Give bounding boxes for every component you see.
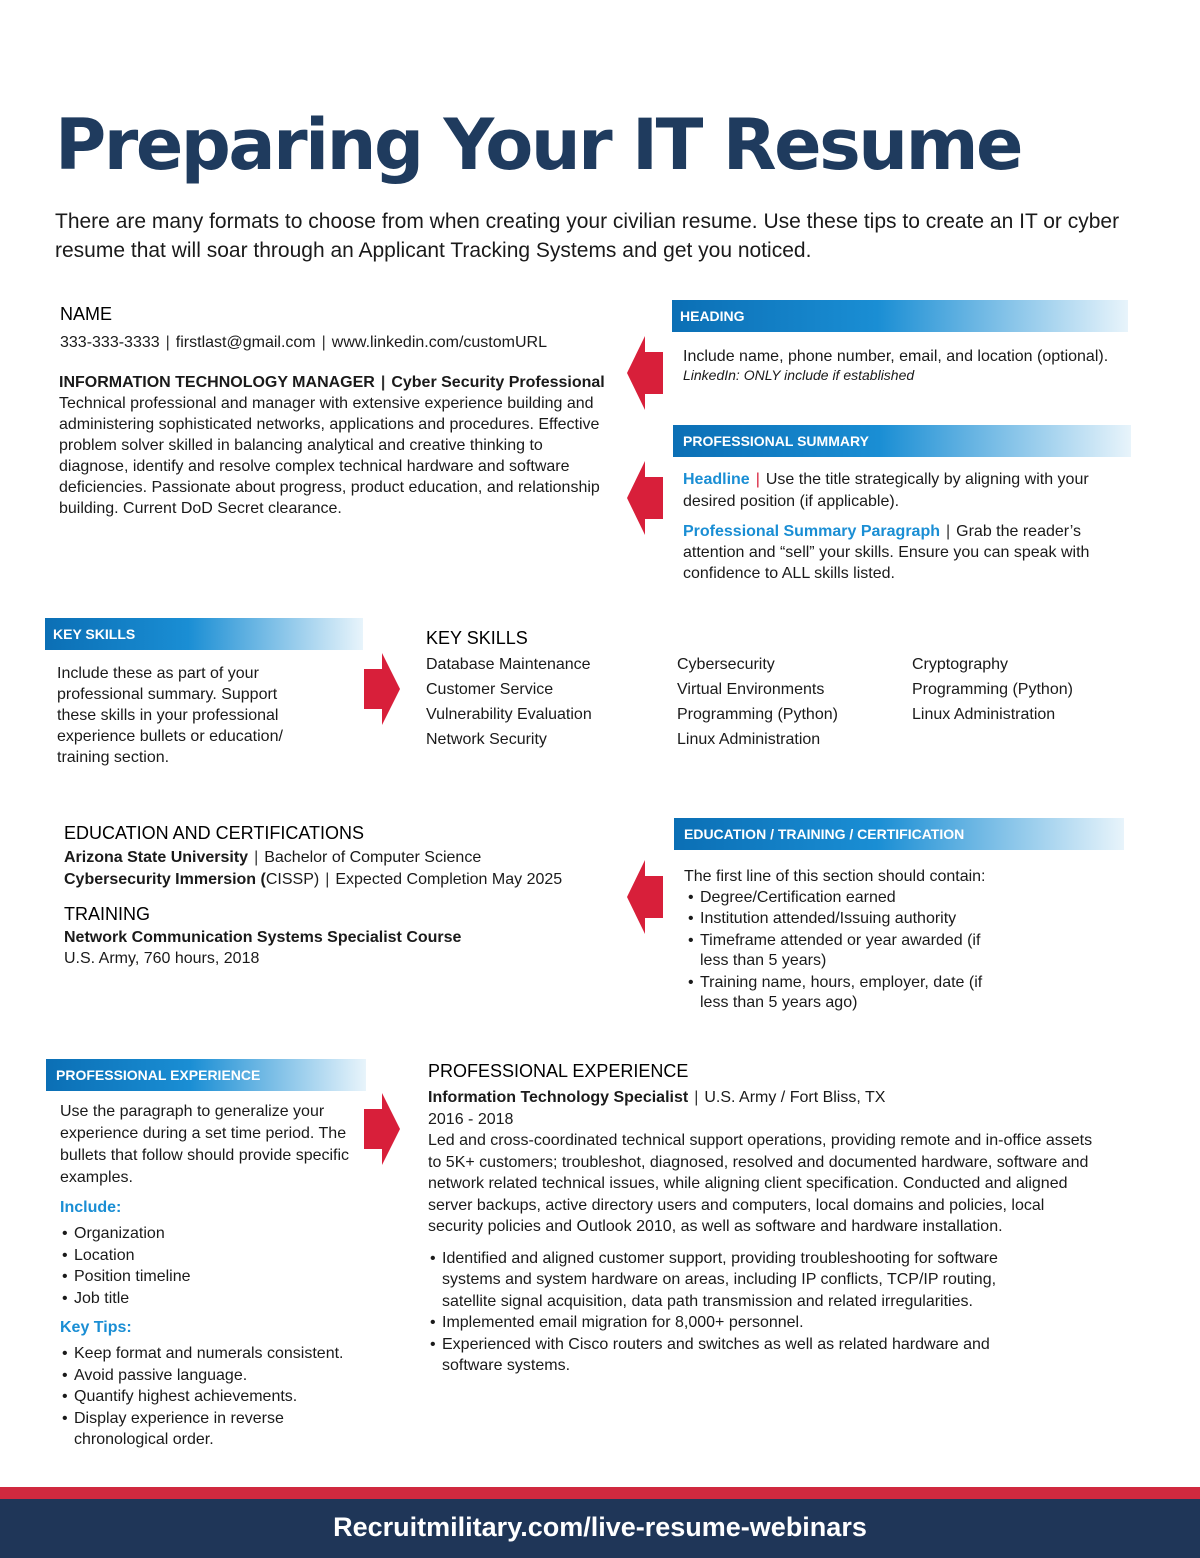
education-school: Arizona State University [64,849,249,866]
skill-item: Cybersecurity [677,656,775,673]
red-arrow-right-icon [364,1093,400,1165]
list-item: • Position timeline [60,1266,360,1288]
headline-line: INFORMATION TECHNOLOGY MANAGER | Cyber Security Professional [59,374,605,391]
tip-key-skills-text: Include these as part of your professional summary. Support these skills in your professional experience bullets or education/ training section. [57,665,283,766]
sample-experience-block [428,1060,1108,1377]
key-skills-heading: KEY SKILLS [426,628,528,648]
list-item: • Experienced with Cisco routers and switches as well as related hardware and software systems. [428,1334,1012,1377]
cert-acronym: CISSP [265,871,314,888]
tip-heading-text: Include name, phone number, email, and location (optional). [683,348,1109,365]
training-heading: TRAINING [64,904,151,924]
headline-title: INFORMATION TECHNOLOGY MANAGER [59,374,375,391]
tip-bar-heading: HEADING [672,300,1128,332]
skill-item: Vulnerability Evaluation [426,706,592,723]
experience-paragraph: Led and cross-coordinated technical support operations, providing remote and in-office assets to 5K+ customers; troubleshot, diagnosed, resolved and documented hardware, software and network related technical issues, while aligning client specification. Conducted and aligned server backups, active directory users and computers, local domains and policies, local security policies and Outlook 2010, as well as software and hardware installation. [428,1132,1093,1235]
sample-education-block [64,822,624,969]
list-item: • Degree/Certification earned [686,887,1124,908]
tip-education-list [686,887,1124,1013]
tip-heading-note: LinkedIn: ONLY include if established [683,367,915,383]
page-title: Preparing Your IT Resume [55,104,1022,186]
skill-item: Network Security [426,731,547,748]
cert-detail: Expected Completion May 2025 [335,871,563,888]
skills-column-3 [912,652,1073,727]
list-item: • Keep format and numerals consistent. [60,1343,360,1365]
list-item: • Timeframe attended or year awarded (if less than 5 years) [686,931,1000,971]
education-line-2: Cybersecurity Immersion (CISSP) | Expected Completion May 2025 [64,871,563,888]
experience-dates: 2016 - 2018 [428,1110,514,1128]
tip-summary-para-label: Professional Summary Paragraph [683,523,940,540]
contact-url: www.linkedin.com/customURL [331,334,547,351]
tip-education-block [684,866,1124,1013]
footer-bar [0,1499,1200,1558]
skill-item: Linux Administration [912,706,1056,723]
tip-keytips-label: Key Tips: [60,1319,132,1336]
intro-text: There are many formats to choose from when creating your civilian resume. Use these tips to create an IT or cyber resume that will soar through an Applicant Tracking Systems and get you noticed. [55,210,1120,262]
training-course: Network Communication Systems Specialist Course [64,929,462,946]
tip-bar-key-skills: KEY SKILLS [45,618,363,650]
skill-item: Virtual Environments [677,681,825,698]
tip-include-list [60,1223,360,1309]
training-detail: U.S. Army, 760 hours, 2018 [64,950,260,967]
sample-summary-block [59,372,619,519]
list-item: • Display experience in reverse chronological order. [60,1408,324,1451]
tip-bar-experience: PROFESSIONAL EXPERIENCE [46,1059,366,1091]
tip-summary-para: Professional Summary Paragraph | Grab the reader’s attention and “sell” your skills. Ensure you can speak with confidence to ALL skills listed. [683,523,1090,582]
red-arrow-left-icon [627,336,663,410]
tip-heading-block [683,346,1153,383]
skill-item: Cryptography [912,656,1009,673]
headline-sub: Cyber Security Professional [391,374,605,391]
skills-column-1 [426,652,592,752]
footer-red-stripe [0,1487,1200,1499]
summary-paragraph: Technical professional and manager with extensive experience building and administering sophisticated networks, applications and procedures. Effective problem solver skilled in balancing analytical and creative thinking to diagnose, identify and resolve complex technical hardware and software deficiencies. Passionate about progress, product education, and relationship building. Current DoD Secret clearance. [59,395,600,517]
red-arrow-left-icon [627,461,663,535]
skill-item: Programming (Python) [677,706,838,723]
experience-bullets [428,1248,1048,1377]
list-item: • Location [60,1245,360,1267]
skill-item: Linux Administration [677,731,821,748]
list-item: • Training name, hours, employer, date (if less than 5 years ago) [686,973,1000,1013]
tip-bar-summary: PROFESSIONAL SUMMARY [673,425,1131,457]
tip-bar-education: EDUCATION / TRAINING / CERTIFICATION [674,818,1124,850]
experience-title: Information Technology Specialist [428,1089,689,1106]
skill-item: Programming (Python) [912,681,1073,698]
contact-line: 333-333-3333 | firstlast@gmail.com | www.linkedin.com/customURL [60,334,547,351]
tip-experience-text: Use the paragraph to generalize your experience during a set time period. The bullets that follow should provide specific examples. [60,1103,350,1186]
tip-education-intro: The first line of this section should contain: [684,868,986,885]
tip-summary-block [683,469,1138,584]
tip-headline-text: Use the title strategically by aligning with your desired position (if applicable). [683,471,1089,510]
experience-heading: PROFESSIONAL EXPERIENCE [428,1061,689,1081]
list-item: • Organization [60,1223,360,1245]
name-heading: NAME [60,304,113,324]
list-item: • Implemented email migration for 8,000+ personnel. [428,1312,1048,1334]
red-arrow-left-icon [627,860,663,934]
list-item: • Identified and aligned customer support, providing troubleshooting for software systems and system hardware on areas, including IP conflicts, TCP/IP routing, satellite signal acquisition, data path transmission and related irregularities. [428,1248,1048,1313]
list-item: • Job title [60,1288,360,1310]
tip-keytips-list [60,1343,360,1451]
tip-experience-block [60,1101,360,1451]
education-line-1: Arizona State University | Bachelor of Computer Science [64,849,482,866]
sample-name-block [60,303,620,353]
list-item: • Quantify highest achievements. [60,1386,360,1408]
contact-phone: 333-333-3333 [60,334,160,351]
contact-email: firstlast@gmail.com [175,334,316,351]
cert-name-post: ) [313,871,320,888]
tip-include-label: Include: [60,1199,122,1216]
tip-headline-label: Headline [683,471,750,488]
skill-item: Customer Service [426,681,554,698]
tip-headline: Headline | Use the title strategically by aligning with your desired position (if applicable). [683,471,1089,510]
cert-name-pre: Cybersecurity Immersion ( [64,871,266,888]
experience-title-line: Information Technology Specialist | U.S. Army / Fort Bliss, TX [428,1089,886,1106]
education-degree: Bachelor of Computer Science [264,849,482,866]
list-item: • Institution attended/Issuing authority [686,908,1124,929]
red-arrow-right-icon [364,653,400,725]
skill-item: Database Maintenance [426,656,591,673]
education-heading: EDUCATION AND CERTIFICATIONS [64,823,365,843]
list-item: • Avoid passive language. [60,1365,360,1387]
experience-org: U.S. Army / Fort Bliss, TX [704,1089,886,1106]
skills-column-2 [677,652,838,752]
tip-summary-para-text: Grab the reader’s attention and “sell” your skills. Ensure you can speak with confidence to ALL skills listed. [683,523,1090,582]
footer-url-link[interactable]: Recruitmilitary.com/live-resume-webinars [333,1512,867,1542]
